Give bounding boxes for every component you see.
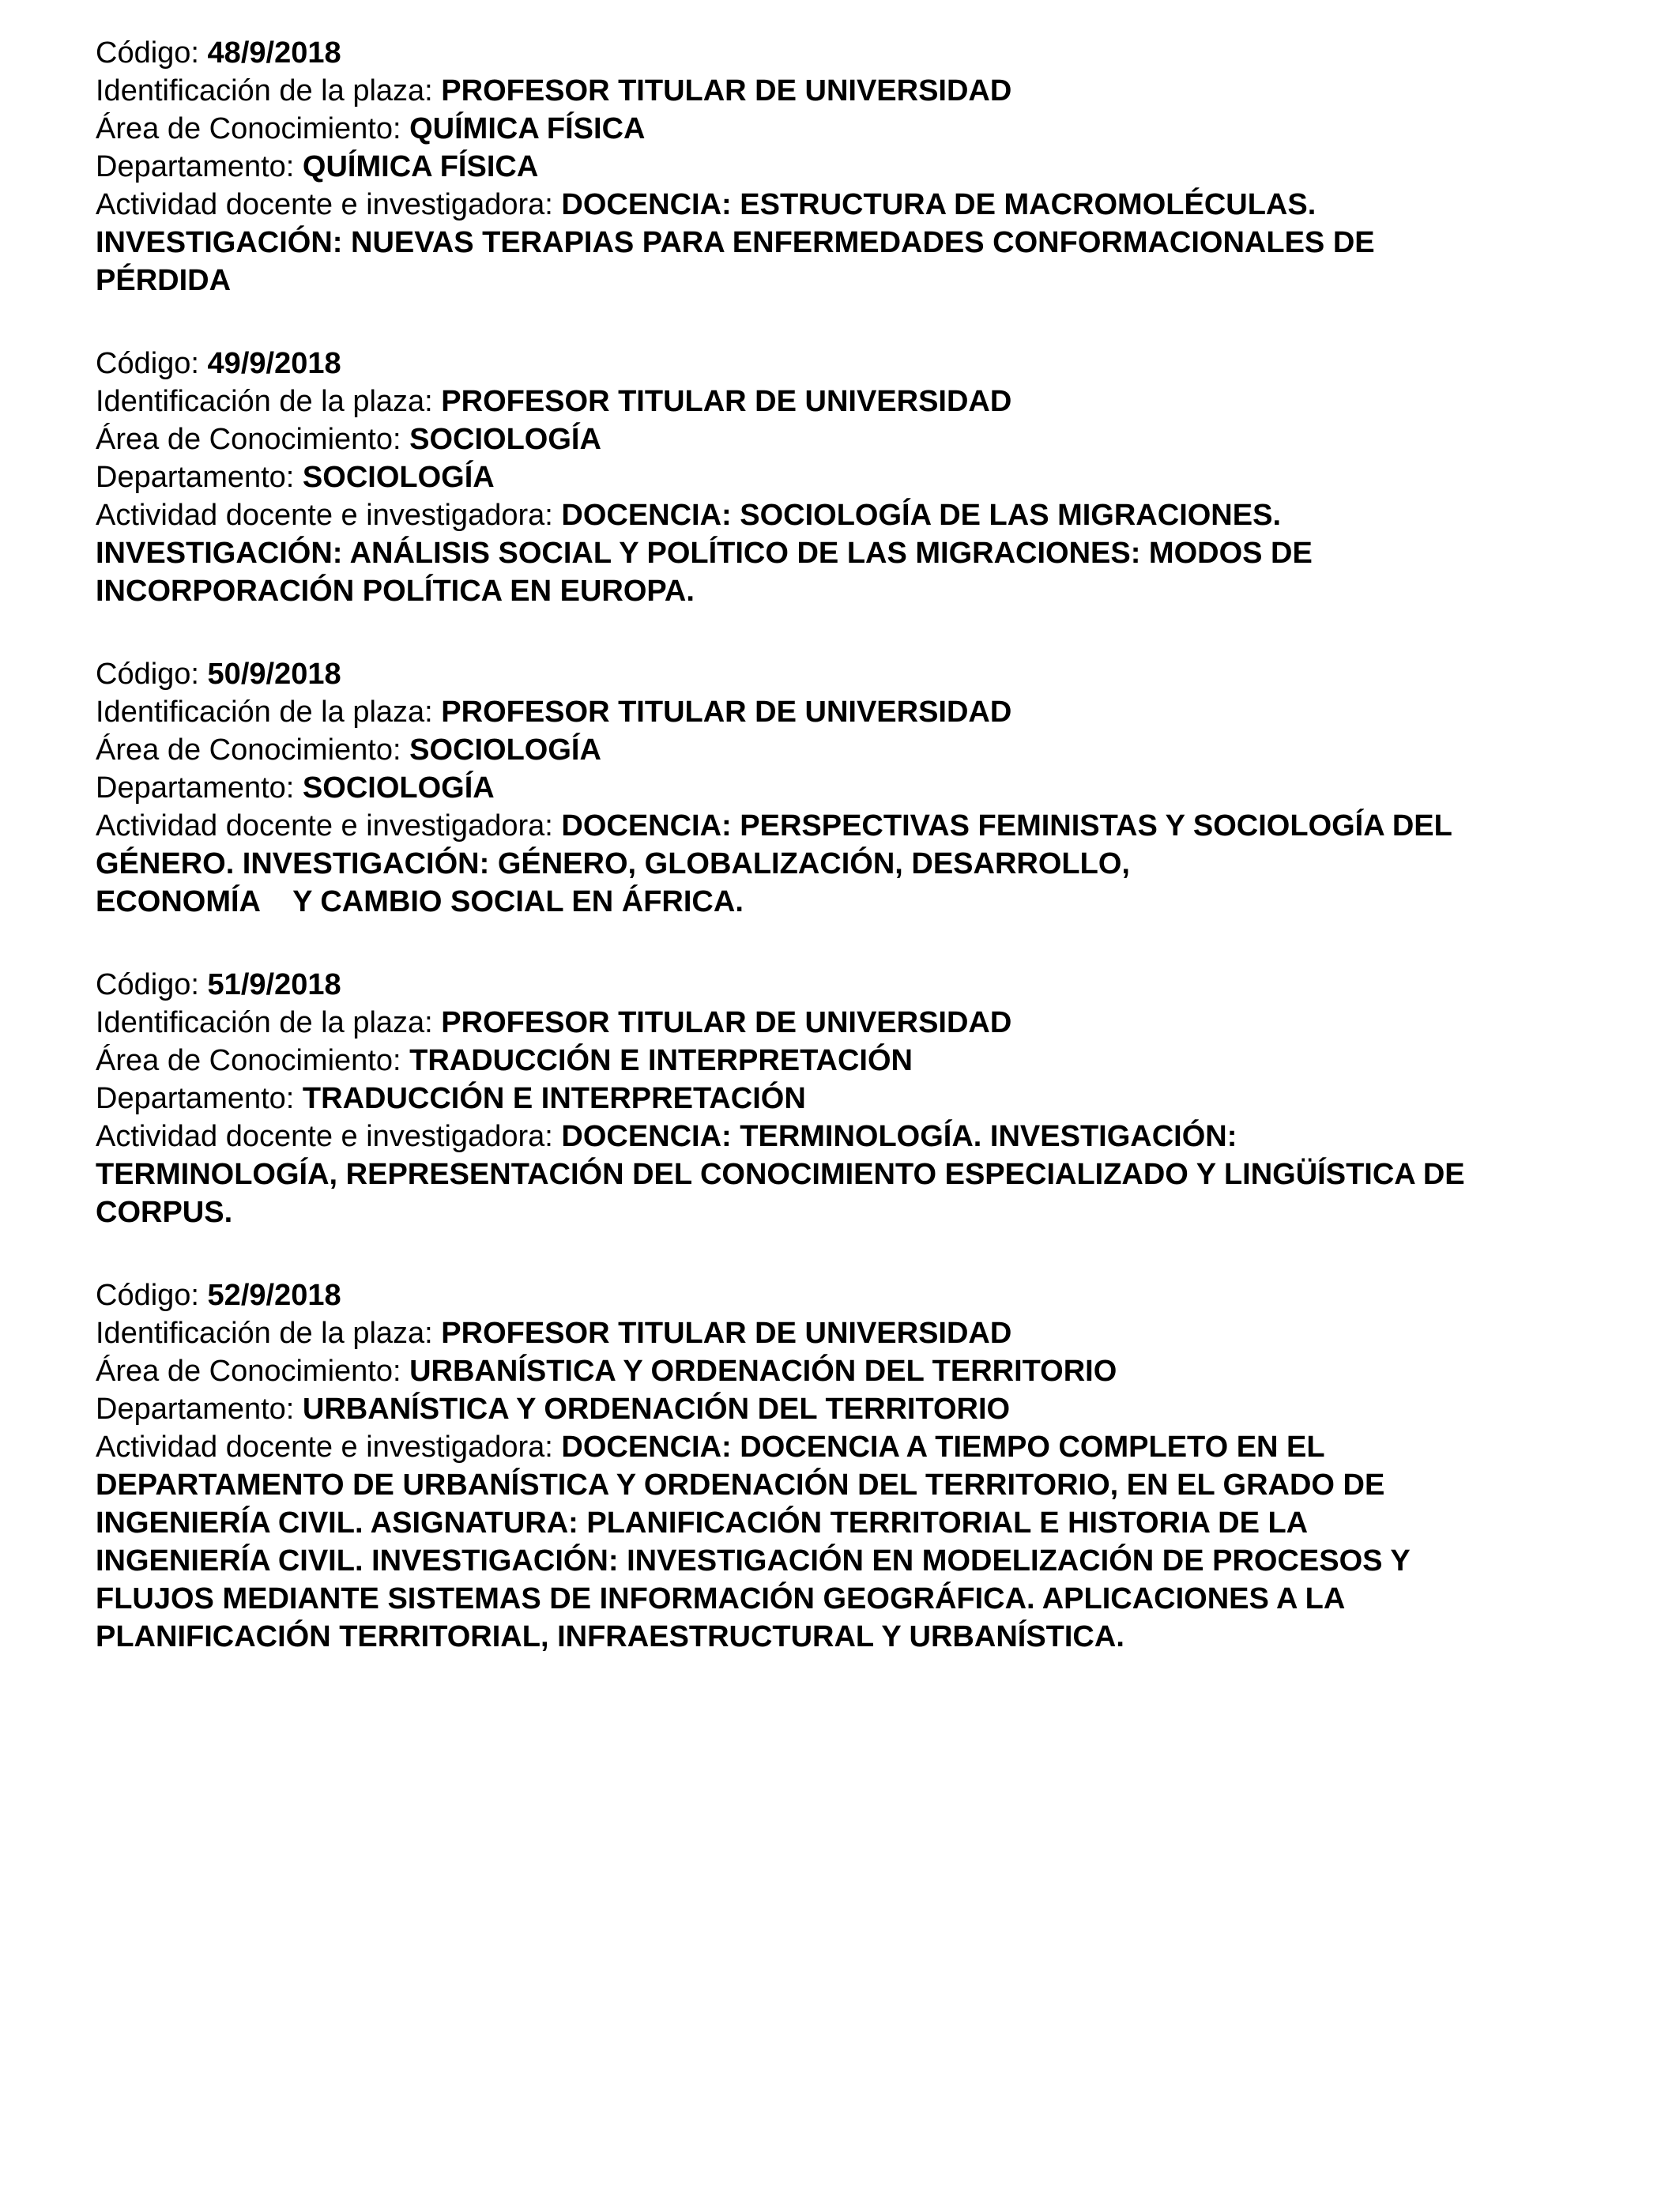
actividad-text: DOCENCIA: DOCENCIA A TIEMPO COMPLETO EN EL — [561, 1431, 1325, 1464]
actividad-label: Actividad docente e investigadora: — [96, 1120, 562, 1153]
position-entry — [96, 1276, 1613, 1656]
position-entry — [96, 655, 1613, 921]
codigo-value: 52/9/2018 — [207, 1279, 341, 1312]
actividad-block — [96, 1428, 1613, 1656]
actividad-text: GÉNERO. INVESTIGACIÓN: GÉNERO, GLOBALIZACIÓN, DESARROLLO, — [96, 847, 1130, 880]
plaza-line — [96, 72, 1613, 110]
area-value: QUÍMICA FÍSICA — [409, 112, 646, 145]
codigo-label: Código: — [96, 658, 208, 691]
codigo-line — [96, 966, 1613, 1004]
actividad-text: DOCENCIA: SOCIOLOGÍA DE LAS MIGRACIONES. — [561, 499, 1282, 532]
codigo-value: 51/9/2018 — [207, 968, 341, 1001]
departamento-line — [96, 1080, 1613, 1118]
actividad-text: FLUJOS MEDIANTE SISTEMAS DE INFORMACIÓN GEOGRÁFICA. APLICACIONES A LA — [96, 1582, 1346, 1615]
codigo-line — [96, 34, 1613, 72]
actividad-text: DEPARTAMENTO DE URBANÍSTICA Y ORDENACIÓN DEL TERRITORIO, EN EL GRADO DE — [96, 1468, 1385, 1502]
actividad-line — [96, 1504, 1613, 1542]
codigo-value: 49/9/2018 — [207, 347, 341, 380]
actividad-line — [96, 262, 1613, 300]
departamento-line — [96, 1390, 1613, 1428]
area-line — [96, 1042, 1613, 1080]
actividad-label: Actividad docente e investigadora: — [96, 809, 562, 843]
departamento-label: Departamento: — [96, 461, 303, 494]
departamento-line — [96, 148, 1613, 186]
departamento-value: SOCIOLOGÍA — [302, 771, 495, 805]
plaza-value: PROFESOR TITULAR DE UNIVERSIDAD — [441, 74, 1012, 107]
area-label: Área de Conocimiento: — [96, 112, 410, 145]
area-label: Área de Conocimiento: — [96, 1044, 410, 1077]
departamento-label: Departamento: — [96, 1393, 303, 1426]
plaza-label: Identificación de la plaza: — [96, 74, 442, 107]
departamento-line — [96, 769, 1613, 807]
codigo-label: Código: — [96, 347, 208, 380]
actividad-line — [96, 1155, 1613, 1193]
actividad-line — [96, 224, 1613, 262]
actividad-line — [96, 1428, 1613, 1466]
codigo-value: 48/9/2018 — [207, 36, 341, 70]
actividad-text: INVESTIGACIÓN: ANÁLISIS SOCIAL Y POLÍTICO DE LAS MIGRACIONES: MODOS DE — [96, 537, 1313, 570]
actividad-text: PLANIFICACIÓN TERRITORIAL, INFRAESTRUCTURAL Y URBANÍSTICA. — [96, 1620, 1124, 1653]
plaza-value: PROFESOR TITULAR DE UNIVERSIDAD — [441, 1006, 1012, 1039]
position-entry — [96, 966, 1613, 1231]
area-label: Área de Conocimiento: — [96, 733, 410, 767]
plaza-label: Identificación de la plaza: — [96, 1317, 442, 1350]
plaza-value: PROFESOR TITULAR DE UNIVERSIDAD — [441, 696, 1012, 729]
actividad-block — [96, 496, 1613, 610]
actividad-line — [96, 1466, 1613, 1504]
plaza-line — [96, 693, 1613, 731]
codigo-label: Código: — [96, 968, 208, 1001]
actividad-block — [96, 807, 1613, 921]
departamento-label: Departamento: — [96, 150, 303, 183]
actividad-line — [96, 883, 1613, 921]
area-line — [96, 731, 1613, 769]
area-line — [96, 420, 1613, 458]
area-line — [96, 1352, 1613, 1390]
actividad-text: ECONOMÍA Y CAMBIO SOCIAL EN ÁFRICA. — [96, 885, 744, 918]
position-entry — [96, 345, 1613, 610]
actividad-text: DOCENCIA: TERMINOLOGÍA. INVESTIGACIÓN: — [561, 1120, 1237, 1153]
departamento-value: TRADUCCIÓN E INTERPRETACIÓN — [302, 1082, 806, 1115]
area-value: SOCIOLOGÍA — [409, 733, 601, 767]
plaza-value: PROFESOR TITULAR DE UNIVERSIDAD — [441, 1317, 1012, 1350]
actividad-text: INCORPORACIÓN POLÍTICA EN EUROPA. — [96, 575, 695, 608]
departamento-value: QUÍMICA FÍSICA — [302, 150, 539, 183]
departamento-value: URBANÍSTICA Y ORDENACIÓN DEL TERRITORIO — [302, 1393, 1011, 1426]
plaza-line — [96, 383, 1613, 420]
actividad-line — [96, 572, 1613, 610]
plaza-label: Identificación de la plaza: — [96, 696, 442, 729]
actividad-line — [96, 1118, 1613, 1155]
codigo-label: Código: — [96, 36, 208, 70]
actividad-text: INGENIERÍA CIVIL. INVESTIGACIÓN: INVESTIGACIÓN EN MODELIZACIÓN DE PROCESOS Y — [96, 1544, 1411, 1578]
actividad-line — [96, 1193, 1613, 1231]
actividad-line — [96, 534, 1613, 572]
area-value: URBANÍSTICA Y ORDENACIÓN DEL TERRITORIO — [409, 1355, 1117, 1388]
plaza-label: Identificación de la plaza: — [96, 385, 442, 418]
actividad-text: DOCENCIA: ESTRUCTURA DE MACROMOLÉCULAS. — [561, 188, 1317, 221]
codigo-line — [96, 655, 1613, 693]
position-entry — [96, 34, 1613, 300]
actividad-text: DOCENCIA: PERSPECTIVAS FEMINISTAS Y SOCIOLOGÍA DEL — [561, 809, 1452, 843]
actividad-text: PÉRDIDA — [96, 264, 232, 297]
codigo-value: 50/9/2018 — [207, 658, 341, 691]
departamento-value: SOCIOLOGÍA — [302, 461, 495, 494]
actividad-line — [96, 1618, 1613, 1656]
actividad-line — [96, 1580, 1613, 1618]
actividad-label: Actividad docente e investigadora: — [96, 499, 562, 532]
plaza-label: Identificación de la plaza: — [96, 1006, 442, 1039]
actividad-line — [96, 845, 1613, 883]
plaza-line — [96, 1004, 1613, 1042]
area-label: Área de Conocimiento: — [96, 423, 410, 456]
actividad-text: INGENIERÍA CIVIL. ASIGNATURA: PLANIFICACIÓN TERRITORIAL E HISTORIA DE LA — [96, 1506, 1309, 1540]
actividad-line — [96, 186, 1613, 224]
departamento-line — [96, 458, 1613, 496]
area-label: Área de Conocimiento: — [96, 1355, 410, 1388]
codigo-line — [96, 1276, 1613, 1314]
departamento-label: Departamento: — [96, 771, 303, 805]
actividad-label: Actividad docente e investigadora: — [96, 188, 562, 221]
document-page — [96, 34, 1613, 1701]
actividad-block — [96, 186, 1613, 300]
actividad-label: Actividad docente e investigadora: — [96, 1431, 562, 1464]
departamento-label: Departamento: — [96, 1082, 303, 1115]
codigo-line — [96, 345, 1613, 383]
plaza-value: PROFESOR TITULAR DE UNIVERSIDAD — [441, 385, 1012, 418]
actividad-line — [96, 1542, 1613, 1580]
codigo-label: Código: — [96, 1279, 208, 1312]
actividad-text: CORPUS. — [96, 1196, 233, 1229]
actividad-block — [96, 1118, 1613, 1231]
actividad-text: INVESTIGACIÓN: NUEVAS TERAPIAS PARA ENFERMEDADES CONFORMACIONALES DE — [96, 226, 1375, 259]
plaza-line — [96, 1314, 1613, 1352]
area-value: TRADUCCIÓN E INTERPRETACIÓN — [409, 1044, 913, 1077]
area-line — [96, 110, 1613, 148]
position-list — [96, 34, 1613, 1656]
actividad-text: TERMINOLOGÍA, REPRESENTACIÓN DEL CONOCIMIENTO ESPECIALIZADO Y LINGÜÍSTICA DE — [96, 1158, 1465, 1191]
area-value: SOCIOLOGÍA — [409, 423, 601, 456]
actividad-line — [96, 496, 1613, 534]
actividad-line — [96, 807, 1613, 845]
